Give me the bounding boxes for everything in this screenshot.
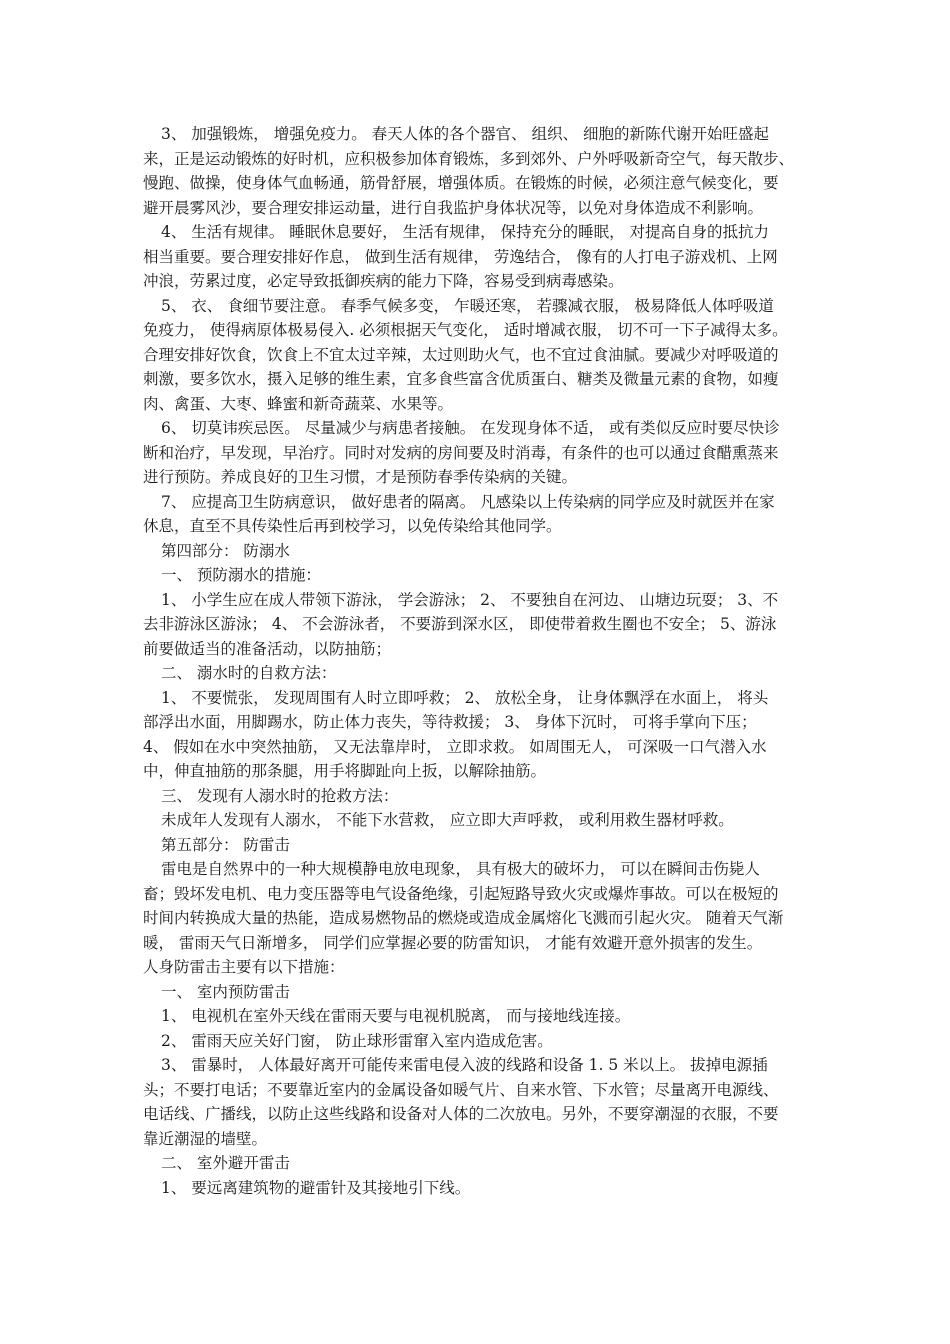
- section-heading: [143, 539, 815, 564]
- text-line: 1、 小学生应在成人带领下游泳， 学会游泳； 2、 不要独自在河边、 山塘边玩耍； 3、不: [161, 590, 779, 609]
- document-page: [143, 122, 815, 1200]
- text-line: 1、 电视机在室外天线在雷雨天要与电视机脱离， 而与接地线连接。: [161, 1007, 631, 1025]
- text-line: 3、 加强锻炼， 增强免疫力。 春天人体的各个器官、 组织、 细胞的新陈代谢开始旺盛起: [161, 125, 769, 143]
- section-heading: [143, 563, 815, 588]
- section-heading: [143, 661, 815, 686]
- text-line: 中，伸直抽筋的那条腿，用手将脚趾向上扳，以解除抽筋。: [143, 762, 547, 780]
- text-line: 冲浪，劳累过度，必定导致抵御疾病的能力下降，容易受到病毒感染。: [143, 272, 624, 290]
- paragraph: [143, 122, 815, 220]
- text-line: 暖， 雷雨天气日渐增多， 同学们应掌握必要的防雷知识， 才能有效避开意外损害的发生。: [143, 933, 763, 952]
- paragraph: [143, 686, 815, 784]
- text-line: 5、 衣、 食细节要注意。 春季气候多变， 乍暖还寒， 若骤减衣服， 极易降低人体呼吸道: [161, 296, 774, 315]
- text-line: 3、 雷暴时， 人体最好离开可能传来雷电侵入波的线路和设备 1. 5 米以上。 拔掉电源插: [161, 1056, 768, 1074]
- text-line: 1、 不要慌张， 发现周围有人时立即呼救； 2、 放松全身， 让身体飘浮在水面上， 将头: [161, 688, 769, 707]
- text-line: 来，正是运动锻炼的好时机，应积极参加体育锻炼，多到郊外、户外呼吸新奇空气，每天散步、: [143, 149, 795, 168]
- text-line: 第五部分： 防雷击: [161, 835, 290, 854]
- text-line: 断和治疗，早发现，早治疗。同时对发病的房间要及时消毒，有条件的也可以通过食醋熏蒸来: [143, 443, 779, 462]
- text-line: 慢跑、做操，使身体气血畅通，筋骨舒展，增强体质。在锻炼的时候，必须注意气候变化，要: [143, 174, 779, 192]
- text-line: 未成年人发现有人溺水， 不能下水营救， 应立即大声呼救， 或利用救生器材呼救。: [161, 811, 734, 829]
- section-heading: [143, 980, 815, 1005]
- text-line: 肉、禽蛋、大枣、蜂蜜和新奇蔬菜、水果等。: [143, 394, 454, 413]
- text-line: 1、 要远离建筑物的避雷针及其接地引下线。: [161, 1178, 471, 1197]
- text-line: 靠近潮湿的墙壁。: [143, 1129, 268, 1148]
- paragraph: [143, 588, 815, 662]
- text-line: 4、 假如在水中突然抽筋， 又无法靠岸时， 立即求救。 如周围无人， 可深吸一口气潜入水: [143, 737, 767, 756]
- text-line: 4、 生活有规律。 睡眠休息要好， 生活有规律， 保持充分的睡眠， 对提高自身的抵抗力: [161, 223, 769, 241]
- text-line: 一、 室内预防雷击: [161, 982, 290, 1001]
- paragraph: [143, 416, 815, 490]
- text-line: 三、 发现有人溺水时的抢救方法：: [161, 786, 399, 805]
- text-line: 部浮出水面，用脚踢水，防止体力丧失，等待救援； 3、 身体下沉时， 可将手掌向下压；: [143, 713, 757, 731]
- text-line: 进行预防。养成良好的卫生习惯，才是预防春季传染病的关键。: [143, 468, 578, 486]
- text-line: 二、 室外避开雷击: [161, 1154, 290, 1172]
- paragraph: [143, 1053, 815, 1151]
- paragraph: [143, 808, 815, 833]
- text-line: 雷电是自然界中的一种大规模静电放电现象， 具有极大的破坏力， 可以在瞬间击伤毙人: [161, 860, 760, 878]
- text-line: 刺激，要多饮水，摄入足够的维生素，宜多食些富含优质蛋白、糖类及微量元素的食物，如瘦: [143, 370, 779, 388]
- text-line: 休息，直至不具传染性后再到校学习，以免传染给其他同学。: [143, 517, 562, 535]
- text-line: 电话线、广播线，以防止这些线路和设备对人体的二次放电。另外，不要穿潮湿的衣服，不要: [143, 1105, 779, 1123]
- paragraph: [143, 1004, 815, 1029]
- text-line: 7、 应提高卫生防病意识， 做好患者的隔离。 凡感染以上传染病的同学应及时就医并在家: [161, 492, 775, 511]
- text-line: 去非游泳区游泳； 4、 不会游泳者， 不要游到深水区， 即使带着救生圈也不安全； 5、游泳: [143, 615, 777, 633]
- text-line: 避开晨雾风沙，要合理安排运动量，进行自我监护身体状况等，以免对身体造成不利影响。: [143, 198, 764, 217]
- text-line: 第四部分： 防溺水: [161, 541, 290, 560]
- text-line: 时间内转换成大量的热能，造成易燃物品的燃烧或造成金属熔化飞溅而引起火灾。 随着天气渐: [143, 909, 784, 927]
- section-heading: [143, 833, 815, 858]
- text-line: 免疫力， 使得病原体极易侵入. 必须根据天气变化， 适时增减衣服， 切不可一下子减得太多。: [143, 321, 788, 339]
- text-line: 6、 切莫讳疾忌医。 尽量减少与病患者接触。 在发现身体不适， 或有类似反应时要尽快诊: [161, 419, 780, 437]
- text-line: 2、 雷雨天应关好门窗， 防止球形雷窜入室内造成危害。: [161, 1031, 553, 1050]
- section-heading: [143, 1151, 815, 1176]
- text-line: 合理安排好饮食，饮食上不宜太过辛辣，太过则助火气，也不宜过食油腻。要减少对呼吸道的: [143, 345, 779, 364]
- paragraph: [143, 220, 815, 294]
- paragraph: [143, 490, 815, 539]
- text-line: 一、 预防溺水的措施：: [161, 566, 321, 584]
- text-line: 头；不要打电话；不要靠近室内的金属设备如暖气片、自来水管、下水管；尽量离开电源线、: [143, 1080, 779, 1099]
- text-line: 人身防雷击主要有以下措施：: [143, 958, 345, 976]
- paragraph: [143, 1029, 815, 1054]
- paragraph: [143, 294, 815, 417]
- text-line: 前要做适当的准备活动，以防抽筋；: [143, 639, 392, 658]
- text-line: 二、 溺水时的自救方法：: [161, 664, 337, 682]
- text-line: 畜；毁坏发电机、电力变压器等电气设备绝缘，引起短路导致火灾或爆炸事故。可以在极短的: [143, 884, 779, 903]
- section-heading: [143, 784, 815, 809]
- text-line: 相当重要。要合理安排好作息， 做到生活有规律， 劳逸结合， 像有的人打电子游戏机、上网: [143, 247, 778, 266]
- paragraph: [143, 857, 815, 980]
- paragraph: [143, 1176, 815, 1201]
